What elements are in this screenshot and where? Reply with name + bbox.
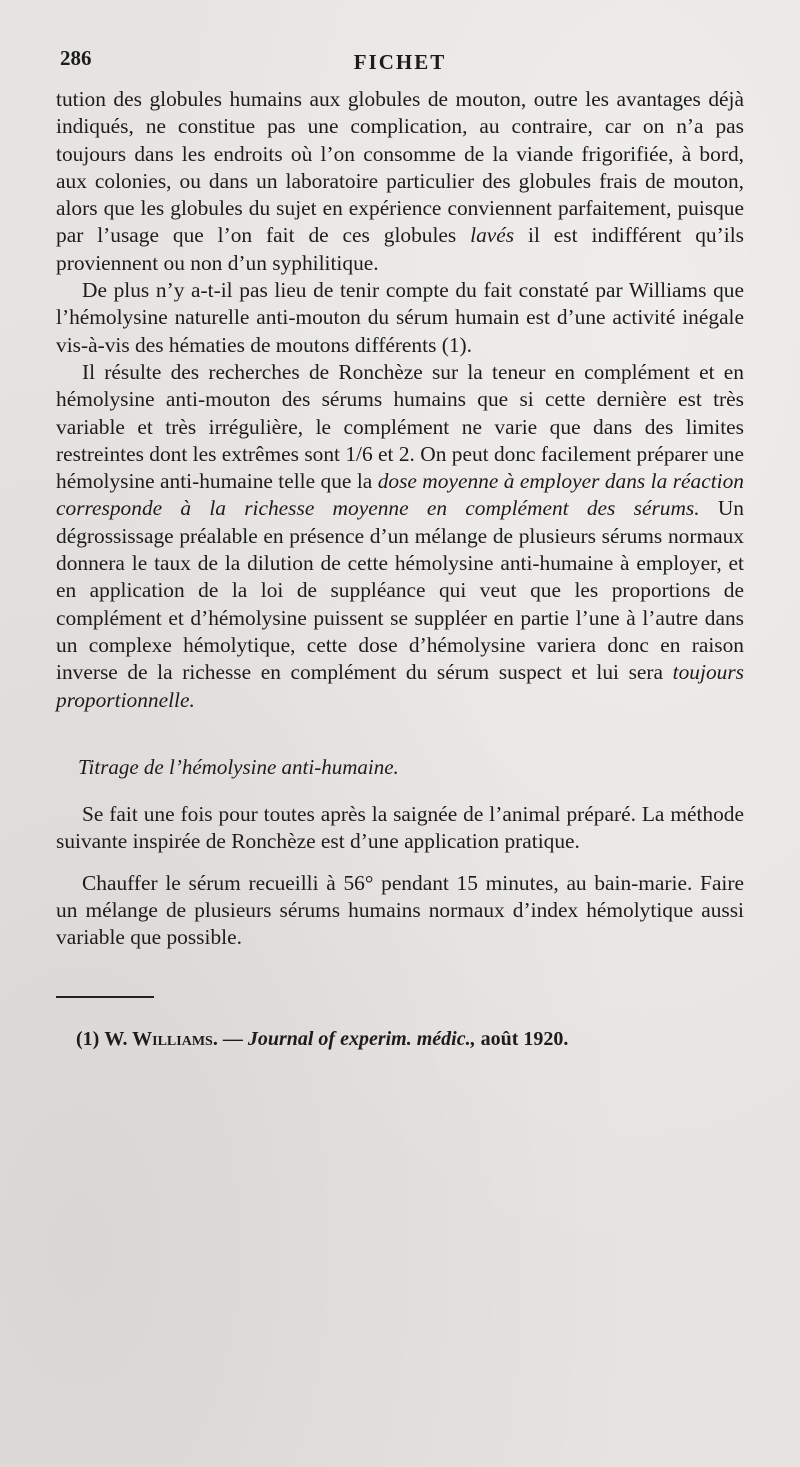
paragraph-1-end: il est indifférent qu’ils proviennent ou non d’un syphilitique. (56, 223, 744, 275)
footnote-date: août 1920. (480, 1027, 569, 1050)
paragraph-3-start: Il résulte des recherches de Ronchèze sur la teneur en complément et en hémolysine anti-mouton des sérums humains que si cette dernière est très variable et très irrégulière, le complément ne varie que dans des limites restreintes dont les extrêmes sont 1/6 et 2. On peut donc facilement préparer une hémolysine anti-humaine telle que la (56, 359, 744, 494)
paragraph-1-italic: lavés (470, 223, 515, 248)
paragraph-3-middle: Un dégrossissage préalable en présence d’un mélange de plusieurs sérums normaux donnera le taux de la dilution de cette hémolysine anti-humaine à employer, et en application de la loi de suppléance qui veut que les proportions de complément et d’hémolysine puissent se suppléer en partie l’une à l’autre dans un complexe hémolytique, cette dose d’hémolysine variera donc en raison inverse de la richesse en complément du sérum suspect et lui sera (56, 496, 744, 685)
footnote-author: W. Williams. (104, 1027, 218, 1050)
page-number: 286 (60, 46, 92, 70)
footnote-marker: (1) (76, 1027, 100, 1050)
paragraph-4: Se fait une fois pour toutes après la saignée de l’animal préparé. La méthode suivante inspirée de Ronchèze est d’une application pratique. (56, 802, 744, 854)
footnote-journal: Journal of experim. médic., (247, 1027, 476, 1050)
footnote-dash: — (222, 1027, 243, 1050)
page-header (56, 40, 744, 86)
paragraph-5: Chauffer le sérum recueilli à 56° pendant 15 minutes, au bain-marie. Faire un mélange de plusieurs sérums humains normaux d’index hémolytique aussi variable que possible. (56, 870, 744, 950)
running-head: FICHET (353, 50, 447, 74)
paragraph-1-text: tution des globules humains aux globules de mouton, outre les avantages déjà indiqués, ne constitue pas une complication, au contraire, car on n’a pas toujours dans les endroits où l’on consomme de la viande frigorifiée, à bord, aux colonies, ou dans un laboratoire particulier des globules frais de mouton, alors que les globules du sujet en expérience conviennent parfaitement, puisque par l’usage que l’on fait de ces globules (56, 87, 744, 248)
footnote (56, 1028, 744, 1051)
paragraph-3-italic-end: toujours proportionnelle. (56, 660, 744, 712)
paragraph-1 (56, 86, 744, 277)
paragraph-3-italic: dose moyenne à employer dans la réaction corresponde à la richesse moyenne en complément des sérums. (56, 469, 744, 521)
paragraph-3 (56, 359, 744, 714)
section-subheading: Titrage de l’hémolysine anti-humaine. (78, 754, 399, 779)
footnote-rule (56, 996, 154, 998)
paragraph-2: De plus n’y a-t-il pas lieu de tenir compte du fait constaté par Williams que l’hémolysine naturelle anti-mouton du sérum humain est d’une activité inégale vis-à-vis des hématies de moutons différents (1). (56, 278, 744, 357)
body-text (56, 86, 744, 952)
